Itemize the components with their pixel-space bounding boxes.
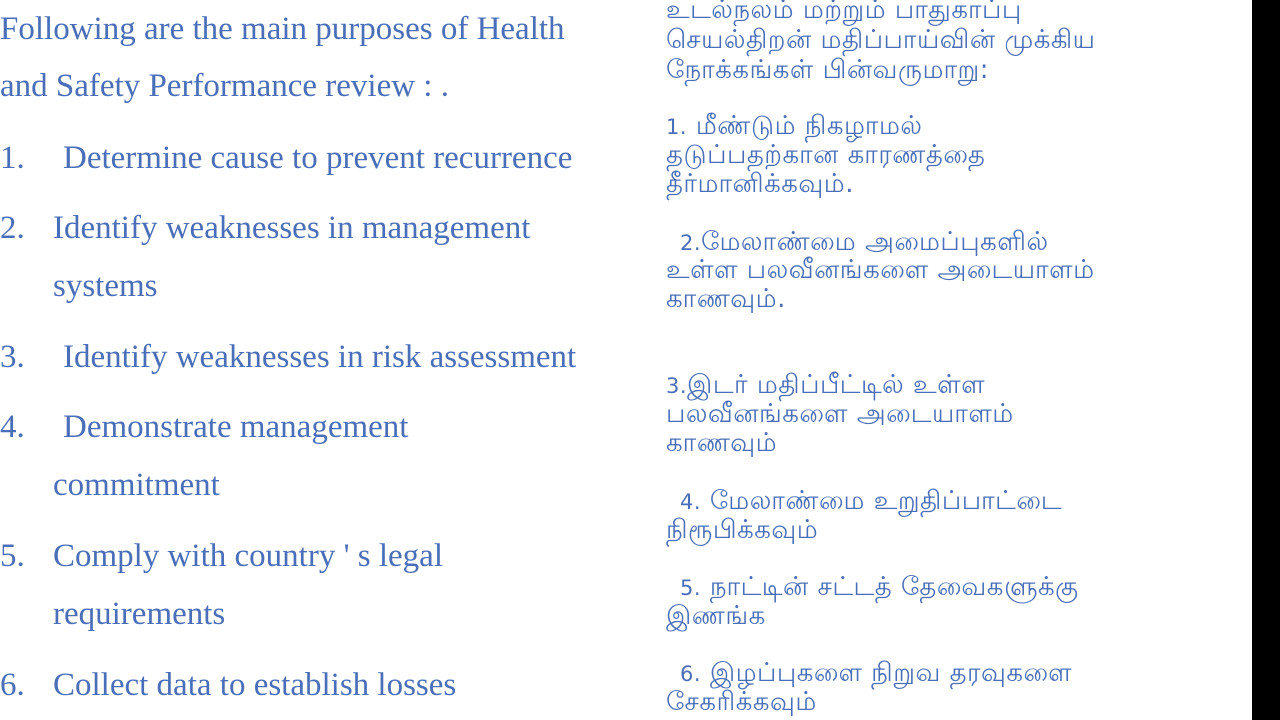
tamil-item-2-line-3: காணவும். [666,284,786,314]
english-item-2-number: 2. [0,210,25,246]
english-item-6-number: 6. [0,667,25,703]
tamil-item-3-line-2: பலவீனங்களை அடையாளம் [666,399,1014,429]
tamil-item-6-line-2: சேகரிக்கவும் [666,687,817,717]
english-item-2-text-line-1: Identify weaknesses in management [53,210,531,246]
tamil-item-1-line-1 [666,112,922,142]
tamil-item-6-number: 6. [680,662,702,686]
english-item-3-text: Identify weaknesses in risk assessment [63,339,577,375]
tamil-item-2-number: 2. [680,231,702,255]
tamil-item-4-line-1 [680,487,1062,517]
tamil-item-1-line-3: தீர்மானிக்கவும். [666,169,854,199]
english-item-4-text-line-1: Demonstrate management [63,409,409,445]
english-item-2-text-line-2: systems [53,268,158,304]
english-item-4-number: 4. [0,409,25,445]
tamil-item-5-line-1 [680,573,1079,603]
tamil-intro-line-2: செயல்திறன் மதிப்பாய்வின் முக்கிய [666,25,1096,55]
tamil-item-4-number: 4. [680,490,702,514]
tamil-item-3-line-3: காணவும் [666,428,778,458]
english-item-5-text-line-2: requirements [53,596,226,632]
tamil-item-2-line-1 [680,228,1049,258]
english-item-4-text-line-2: commitment [53,467,220,503]
tamil-item-4-line-2: நிரூபிக்கவும் [666,515,819,545]
english-item-3-number: 3. [0,339,25,375]
english-item-5-text-line-1: Comply with country ' s legal [53,538,443,574]
english-item-6-text: Collect data to establish losses [53,667,457,703]
tamil-item-4-text: மேலாண்மை உறுதிப்பாட்டை [709,486,1063,516]
tamil-item-1-line-2: தடுப்பதற்கான காரணத்தை [666,140,986,170]
english-intro-line-2: and Safety Performance review : . [0,68,449,104]
tamil-column [666,0,1252,720]
tamil-item-5-number: 5. [680,576,702,600]
tamil-item-1-text: மீண்டும் நிகழாமல் [695,111,923,141]
tamil-item-2-line-2: உள்ள பலவீனங்களை அடையாளம் [666,255,1095,285]
english-intro-line-1: Following are the main purposes of Health [0,11,565,47]
english-item-1-number: 1. [0,140,25,176]
tamil-item-5-text: நாட்டின் சட்டத் தேவைகளுக்கு [709,572,1079,602]
tamil-item-6-line-1 [680,659,1072,689]
tamil-item-3-line-1 [666,371,985,401]
tamil-item-3-number: 3. [666,374,688,398]
tamil-item-3-text: இடர் மதிப்பீட்டில் உள்ள [687,370,986,400]
english-item-1-text: Determine cause to prevent recurrence [63,140,573,176]
tamil-item-6-text: இழப்புகளை நிறுவ தரவுகளை [709,658,1073,688]
tamil-intro-line-3: நோக்கங்கள் பின்வருமாறு: [666,55,990,85]
tamil-intro-line-1: உடல்நலம் மற்றும் பாதுகாப்பு [666,0,1022,25]
tamil-item-2-text: மேலாண்மை அமைப்புகளில் [701,227,1049,257]
tamil-item-1-number: 1. [666,115,688,139]
english-item-5-number: 5. [0,538,25,574]
right-edge-bar [1252,0,1280,720]
tamil-item-5-line-2: இணங்க [666,601,766,631]
